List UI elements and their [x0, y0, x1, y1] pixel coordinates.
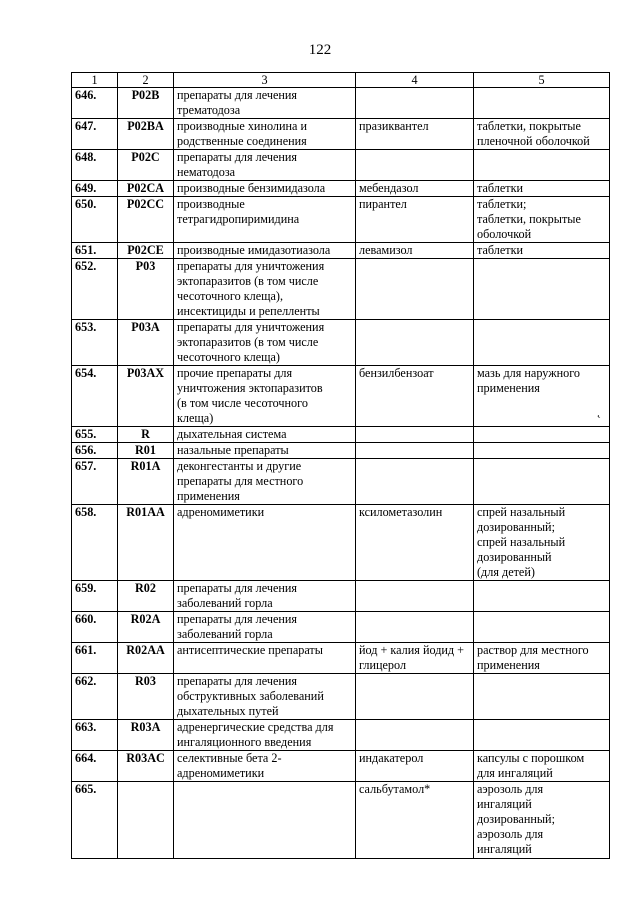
row-number: 647.: [72, 119, 118, 150]
atc-code: R02A: [118, 612, 174, 643]
pharmacological-group: препараты для уничтожения эктопаразитов (в том числе чесоточного клеща): [174, 320, 356, 366]
row-number: 662.: [72, 674, 118, 720]
pharmacological-group: препараты для лечения обструктивных заболеваний дыхательных путей: [174, 674, 356, 720]
dosage-form: [474, 674, 610, 720]
drug-name: [356, 259, 474, 320]
table-row: [72, 197, 610, 243]
drug-name: ксилометазолин: [356, 505, 474, 581]
atc-code: R02: [118, 581, 174, 612]
atc-code: P03: [118, 259, 174, 320]
drug-name: левамизол: [356, 243, 474, 259]
table-row: [72, 320, 610, 366]
drug-name: индакатерол: [356, 751, 474, 782]
pharmacological-group: адренергические средства для ингаляционного введения: [174, 720, 356, 751]
drug-name: [356, 88, 474, 119]
table-row: [72, 119, 610, 150]
table-row: [72, 720, 610, 751]
row-number: 652.: [72, 259, 118, 320]
table-row: [72, 443, 610, 459]
row-number: 659.: [72, 581, 118, 612]
atc-code: R03: [118, 674, 174, 720]
column-header: 1: [72, 73, 118, 88]
stray-mark: ˛: [597, 404, 601, 418]
dosage-form: капсулы с порошком для ингаляций: [474, 751, 610, 782]
pharmacological-group: [174, 782, 356, 859]
pharmacological-group: препараты для уничтожения эктопаразитов (в том числе чесоточного клеща), инсектициды и репелленты: [174, 259, 356, 320]
table-row: [72, 181, 610, 197]
pharmacological-group: антисептические препараты: [174, 643, 356, 674]
page-number: 122: [308, 42, 332, 58]
drug-name: сальбутамол*: [356, 782, 474, 859]
table-row: [72, 366, 610, 427]
atc-code: P03A: [118, 320, 174, 366]
pharmacological-group: препараты для лечения нематодоза: [174, 150, 356, 181]
atc-code: R01: [118, 443, 174, 459]
atc-code: R: [118, 427, 174, 443]
atc-code: R01AA: [118, 505, 174, 581]
pharmacological-group: производные хинолина и родственные соединения: [174, 119, 356, 150]
row-number: 653.: [72, 320, 118, 366]
dosage-form: раствор для местного применения: [474, 643, 610, 674]
table-row: [72, 674, 610, 720]
drug-name: [356, 150, 474, 181]
pharmacological-group: производные тетрагидропиримидина: [174, 197, 356, 243]
pharmacological-group: селективные бета 2- адреномиметики: [174, 751, 356, 782]
dosage-form: [474, 320, 610, 366]
row-number: 654.: [72, 366, 118, 427]
pharmacological-group: назальные препараты: [174, 443, 356, 459]
drug-name: [356, 674, 474, 720]
dosage-form: [474, 459, 610, 505]
row-number: 660.: [72, 612, 118, 643]
pharmacological-group: дыхательная система: [174, 427, 356, 443]
dosage-form: [474, 720, 610, 751]
atc-code: R01A: [118, 459, 174, 505]
dosage-form: [474, 612, 610, 643]
column-header: 4: [356, 73, 474, 88]
row-number: 664.: [72, 751, 118, 782]
atc-code: P02CA: [118, 181, 174, 197]
atc-code: [118, 782, 174, 859]
drug-name: [356, 320, 474, 366]
pharmacological-group: препараты для лечения заболеваний горла: [174, 612, 356, 643]
row-number: 649.: [72, 181, 118, 197]
dosage-form: [474, 443, 610, 459]
row-number: 646.: [72, 88, 118, 119]
row-number: 656.: [72, 443, 118, 459]
row-number: 657.: [72, 459, 118, 505]
column-header: 2: [118, 73, 174, 88]
row-number: 648.: [72, 150, 118, 181]
row-number: 655.: [72, 427, 118, 443]
table-row: [72, 505, 610, 581]
table-row: [72, 751, 610, 782]
drug-name: [356, 612, 474, 643]
drug-name: [356, 427, 474, 443]
drug-name: [356, 459, 474, 505]
dosage-form: спрей назальный дозированный; спрей назальный дозированный (для детей): [474, 505, 610, 581]
drug-name: мебендазол: [356, 181, 474, 197]
row-number: 650.: [72, 197, 118, 243]
column-header: 3: [174, 73, 356, 88]
table-row: [72, 782, 610, 859]
pharmacological-group: деконгестанты и другие препараты для местного применения: [174, 459, 356, 505]
dosage-form: [474, 581, 610, 612]
pharmacological-group: производные имидазотиазола: [174, 243, 356, 259]
atc-code: R03AC: [118, 751, 174, 782]
pharmacological-group: препараты для лечения трематодоза: [174, 88, 356, 119]
table-row: [72, 459, 610, 505]
table-row: [72, 259, 610, 320]
dosage-form: [474, 259, 610, 320]
atc-code: P02BA: [118, 119, 174, 150]
dosage-form: аэрозоль для ингаляций дозированный; аэрозоль для ингаляций: [474, 782, 610, 859]
row-number: 651.: [72, 243, 118, 259]
dosage-form: таблетки, покрытые пленочной оболочкой: [474, 119, 610, 150]
row-number: 658.: [72, 505, 118, 581]
dosage-form: таблетки: [474, 243, 610, 259]
dosage-form: [474, 427, 610, 443]
atc-code: P02B: [118, 88, 174, 119]
table-row: [72, 612, 610, 643]
pharmacological-group: адреномиметики: [174, 505, 356, 581]
table-row: [72, 88, 610, 119]
drug-name: бензилбензоат: [356, 366, 474, 427]
pharmacological-group: производные бензимидазола: [174, 181, 356, 197]
table-header-row: [72, 73, 610, 88]
dosage-form: [474, 88, 610, 119]
drug-name: йод + калия йодид + глицерол: [356, 643, 474, 674]
atc-code: P02CE: [118, 243, 174, 259]
atc-code: R03A: [118, 720, 174, 751]
row-number: 663.: [72, 720, 118, 751]
drug-name: [356, 443, 474, 459]
table-row: [72, 581, 610, 612]
dosage-form: [474, 150, 610, 181]
drug-name: празиквантел: [356, 119, 474, 150]
pharmacological-group: препараты для лечения заболеваний горла: [174, 581, 356, 612]
atc-code: R02AA: [118, 643, 174, 674]
drug-list-table: [71, 72, 610, 859]
dosage-form: таблетки; таблетки, покрытые оболочкой: [474, 197, 610, 243]
atc-code: P03AX: [118, 366, 174, 427]
table-row: [72, 643, 610, 674]
dosage-form: мазь для наружного применения: [474, 366, 610, 427]
table-row: [72, 150, 610, 181]
atc-code: P02CC: [118, 197, 174, 243]
atc-code: P02C: [118, 150, 174, 181]
drug-name: [356, 720, 474, 751]
row-number: 665.: [72, 782, 118, 859]
drug-name: пирантел: [356, 197, 474, 243]
column-header: 5: [474, 73, 610, 88]
dosage-form: таблетки: [474, 181, 610, 197]
table-row: [72, 243, 610, 259]
table-row: [72, 427, 610, 443]
row-number: 661.: [72, 643, 118, 674]
drug-name: [356, 581, 474, 612]
pharmacological-group: прочие препараты для уничтожения эктопаразитов (в том числе чесоточного клеща): [174, 366, 356, 427]
